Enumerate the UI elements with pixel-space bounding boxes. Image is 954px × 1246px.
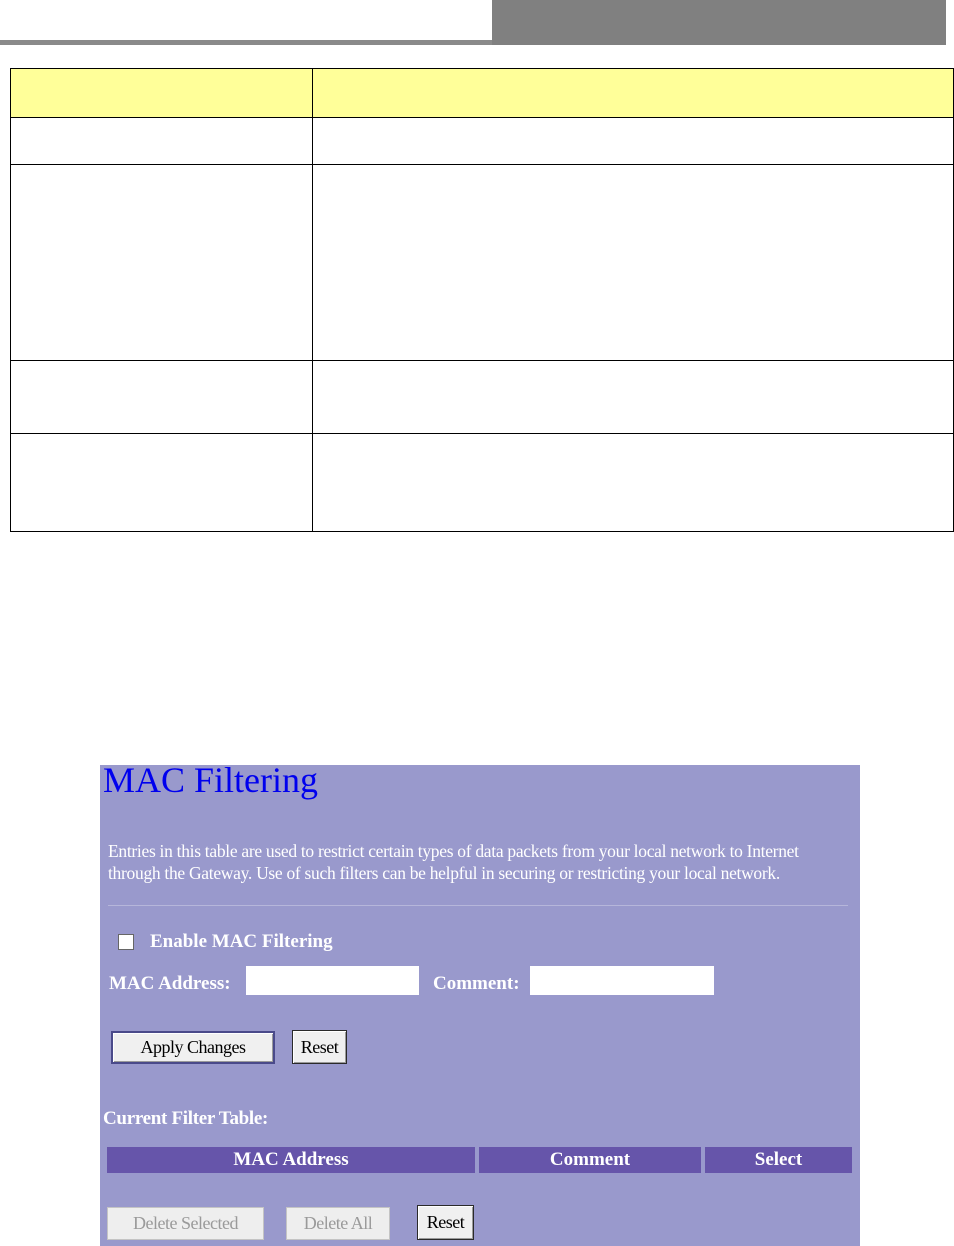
description-table-header-cell [313,69,954,118]
description-table-header-row [11,69,954,118]
delete-selected-button[interactable]: Delete Selected [107,1207,264,1240]
page-title: MAC Filtering [103,765,319,800]
mac-address-input[interactable] [246,966,419,995]
comment-label: Comment: [433,973,520,994]
mac-filtering-panel [100,765,860,1246]
reset-button[interactable]: Reset [292,1030,347,1064]
filter-table-header-select: Select [705,1147,852,1173]
filter-table-header-mac-address: MAC Address [107,1147,475,1173]
enable-mac-filtering-label: Enable MAC Filtering [150,931,333,952]
header-rule [0,40,492,45]
delete-all-button[interactable]: Delete All [286,1207,390,1240]
description-table-header-cell [11,69,313,118]
enable-row [118,931,333,953]
divider [108,905,848,906]
description-table-row [11,434,954,532]
apply-changes-button[interactable]: Apply Changes [111,1031,275,1064]
filter-table-header-comment: Comment [479,1147,701,1173]
description-table-row [11,361,954,434]
description-table-row [11,165,954,361]
current-filter-table-label: Current Filter Table: [103,1108,269,1129]
enable-mac-filtering-checkbox[interactable] [118,934,134,950]
description-table-row [11,118,954,165]
intro-text: Entries in this table are used to restrict certain types of data packets from your local network to Internet through the Gateway. Use of such filters can be helpful in securing or restricting your local network. [108,841,799,883]
comment-input[interactable] [530,966,714,995]
header-bar [492,0,946,45]
description-table [10,68,954,532]
mac-address-label: MAC Address: [109,973,231,994]
table-reset-button[interactable]: Reset [417,1205,474,1240]
